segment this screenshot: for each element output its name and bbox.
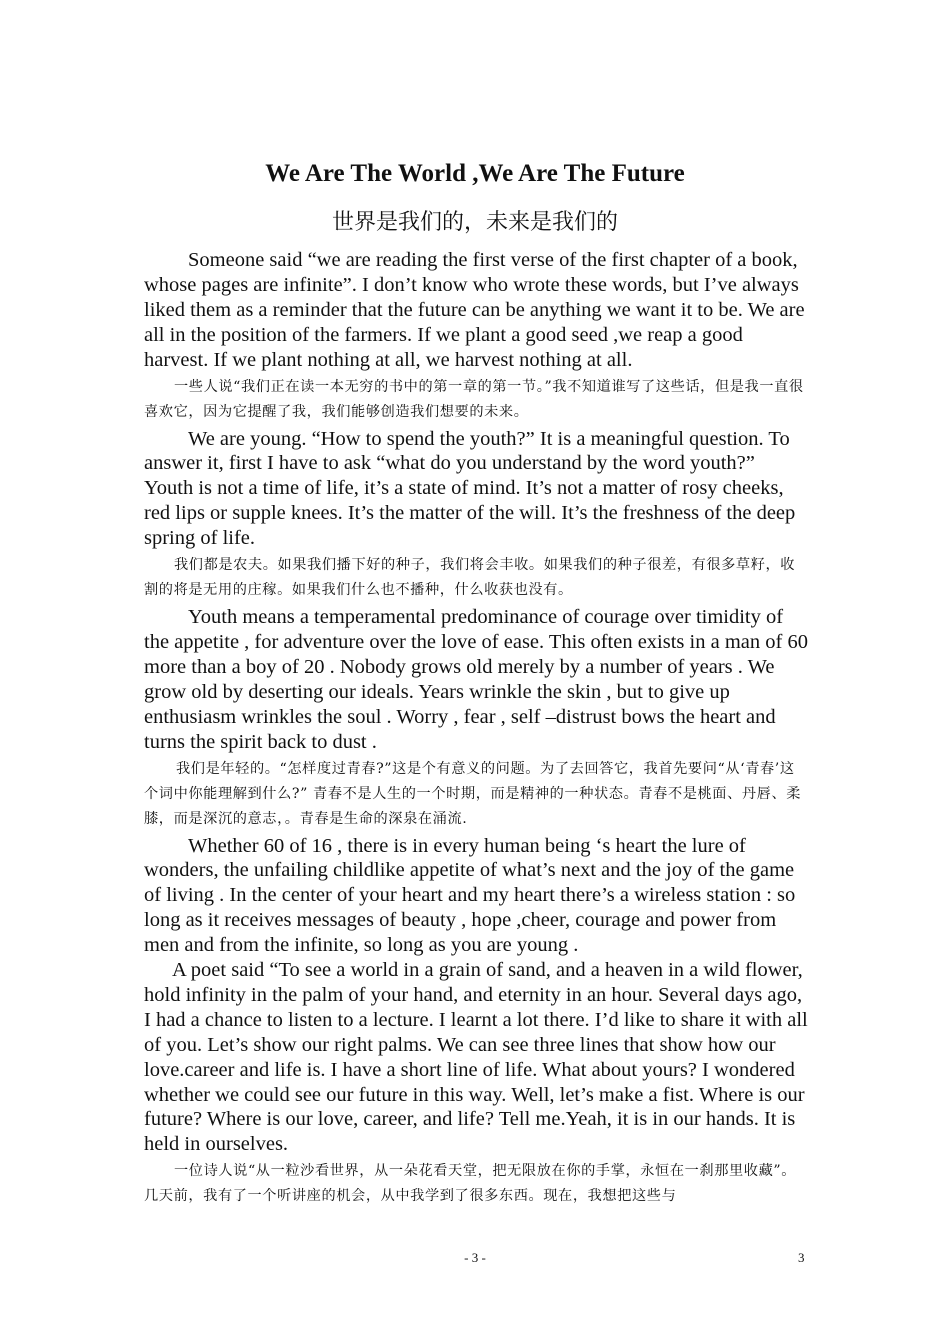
paragraph-3-english: Youth means a temperamental predominance of courage over timidity of the appetite , for adventure over the love of ease. This often exists in a man of 60 more than a boy of 20 . Nobody grows old merely by a number of years . We grow old by deserting our ideals. Years wrinkle the skin , but to give up enthusiasm wrinkles the soul . Worry , fear , self –distrust bows the heart and turns the spirit back to dust .	[144, 606, 808, 753]
paragraph-4-english: Whether 60 of 16 , there is in every human being ‘s heart the lure of wonders, the unfailing childlike appetite of what’s next and the joy of the game of living . In the center of your heart and my heart there’s a wireless station : so long as it receives messages of beauty , hope ,cheer, courage and power from men and from the infinite, so long as you are young .	[144, 834, 796, 957]
paragraph-1-chinese: 一些人说“我们正在读一本无穷的书中的第一章的第一节。”我不知道谁写了这些话，但是我一直很喜欢它，因为它提醒了我，我们能够创造我们想要的未来。	[144, 378, 804, 420]
footer-page-number-right: 3	[798, 1250, 805, 1265]
paragraph-3-chinese: 我们是年轻的。“怎样度过青春?”这是个有意义的问题。为了去回答它，我首先要问“从‘青春’这个词中你能理解到什么?” 青春不是人生的一个时期，而是精神的一种状态。青春不是桃面、丹唇、柔膝，而是深沉的意志，。青春是生命的深泉在涌流.	[144, 760, 802, 827]
footer-page-number-center: - 3 -	[464, 1250, 486, 1265]
paragraph-5-english: A poet said “To see a world in a grain of sand, and a heaven in a wild flower, hold infinity in the palm of your hand, and eternity in an hour. Several days ago, I had a chance to listen to a lecture. I learnt a lot there. I’d like to share it with all of you. Let’s show our right palms. We can see three lines that show how our love.career and life is. I have a short line of life. What about yours? I wondered whether we could see our future in this way. Well, let’s make a fist. Where is our future? Where is our love, career, and life? Tell me.Yeah, it is in our hands. It is held in ourselves.	[144, 959, 808, 1156]
paragraph-2-english: We are young. “How to spend the youth?” It is a meaningful question. To answer it, first I have to ask “what do you understand by the word youth?” Youth is not a time of life, it’s a state of mind. It’s not a matter of rosy cheeks, red lips or supple knees. It’s the matter of the will. It’s the freshness of the deep spring of life.	[144, 427, 796, 550]
document-body	[144, 248, 808, 1211]
title-english: We Are The World ,We Are The Future	[265, 160, 685, 187]
title-chinese: 世界是我们的，未来是我们的	[331, 210, 618, 235]
paragraph-1-english: Someone said “we are reading the first verse of the first chapter of a book, whose pages are infinite”. I don’t know who wrote these words, but I’ve always liked them as a reminder that the future can be anything we want it to be. We are all in the position of the farmers. If we plant a good seed ,we reap a good harvest. If we plant nothing at all, we harvest nothing at all.	[144, 249, 805, 371]
paragraph-5-chinese: 一位诗人说“从一粒沙看世界，从一朵花看天堂，把无限放在你的手掌，永恒在一刹那里收藏”。几天前，我有了一个听讲座的机会，从中我学到了很多东西。现在，我想把这些与	[144, 1163, 796, 1205]
paragraph-2-chinese: 我们都是农夫。如果我们播下好的种子，我们将会丰收。如果我们的种子很差，有很多草籽，收割的将是无用的庄稼。如果我们什么也不播种，什么收获也没有。	[144, 557, 796, 599]
